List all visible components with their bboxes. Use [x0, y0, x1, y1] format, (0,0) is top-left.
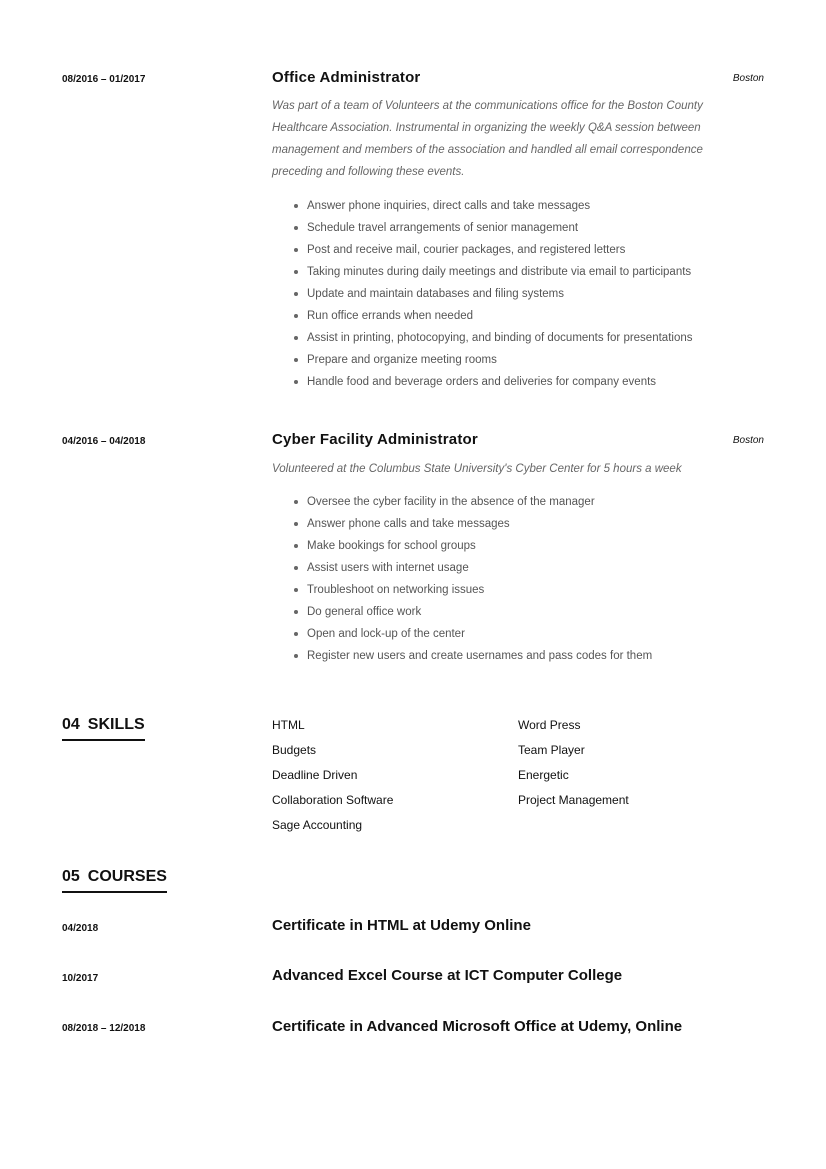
skill-item: Team Player	[518, 743, 585, 757]
list-item: Oversee the cyber facility in the absence of the manager	[272, 491, 652, 513]
skills-column-left	[272, 713, 393, 838]
job-2-city: Boston	[732, 435, 764, 446]
skills-column-right	[518, 713, 629, 813]
skills-section-title: SKILLS	[87, 716, 145, 733]
job-1-city: Boston	[732, 73, 764, 84]
course-3-date: 08/2018 – 12/2018	[62, 1023, 146, 1034]
job-1-dates: 08/2016 – 01/2017	[62, 74, 146, 85]
list-item: Answer phone inquiries, direct calls and take messages	[272, 195, 693, 217]
courses-section-title: COURSES	[87, 868, 167, 885]
skill-item: HTML	[272, 718, 305, 732]
courses-section-number: 05	[62, 868, 80, 885]
list-item: Assist in printing, photocopying, and binding of documents for presentations	[272, 327, 693, 349]
course-1-date: 04/2018	[62, 923, 99, 934]
skills-heading	[62, 716, 145, 741]
course-3-title: Certificate in Advanced Microsoft Office at Udemy, Online	[272, 1018, 683, 1035]
list-item: Update and maintain databases and filing systems	[272, 283, 693, 305]
course-2-title: Advanced Excel Course at ICT Computer College	[272, 967, 623, 984]
skill-item: Sage Accounting	[272, 818, 363, 832]
job-2-description: Volunteered at the Columbus State University's Cyber Center for 5 hours a week	[272, 463, 682, 475]
course-2-date: 10/2017	[62, 973, 99, 984]
list-item: Taking minutes during daily meetings and distribute via email to participants	[272, 261, 693, 283]
job-1-description: Was part of a team of Volunteers at the communications office for the Boston County Healthcare Association. Instrumental in organizing the weekly Q&A session between management and members of the association and handled all email correspondence preceding and following these events.	[272, 100, 703, 178]
job-1-duties	[272, 195, 693, 393]
list-item: Troubleshoot on networking issues	[272, 579, 652, 601]
skill-item: Deadline Driven	[272, 768, 358, 782]
skill-item: Budgets	[272, 743, 317, 757]
list-item: Answer phone calls and take messages	[272, 513, 652, 535]
skill-item: Word Press	[518, 718, 581, 732]
list-item: Register new users and create usernames and pass codes for them	[272, 645, 652, 667]
job-2-title: Cyber Facility Administrator	[272, 431, 478, 448]
job-2-duties	[272, 491, 652, 667]
list-item: Do general office work	[272, 601, 652, 623]
list-item: Prepare and organize meeting rooms	[272, 349, 693, 371]
list-item: Post and receive mail, courier packages, and registered letters	[272, 239, 693, 261]
skill-item: Energetic	[518, 768, 569, 782]
list-item: Run office errands when needed	[272, 305, 693, 327]
list-item: Assist users with internet usage	[272, 557, 652, 579]
courses-heading	[62, 868, 167, 893]
course-1-title: Certificate in HTML at Udemy Online	[272, 917, 531, 934]
skill-item: Project Management	[518, 793, 629, 807]
list-item: Handle food and beverage orders and deliveries for company events	[272, 371, 693, 393]
job-1-title: Office Administrator	[272, 69, 421, 86]
skills-section-number: 04	[62, 716, 80, 733]
list-item: Open and lock-up of the center	[272, 623, 652, 645]
job-2-dates: 04/2016 – 04/2018	[62, 436, 146, 447]
list-item: Schedule travel arrangements of senior management	[272, 217, 693, 239]
list-item: Make bookings for school groups	[272, 535, 652, 557]
skill-item: Collaboration Software	[272, 793, 394, 807]
